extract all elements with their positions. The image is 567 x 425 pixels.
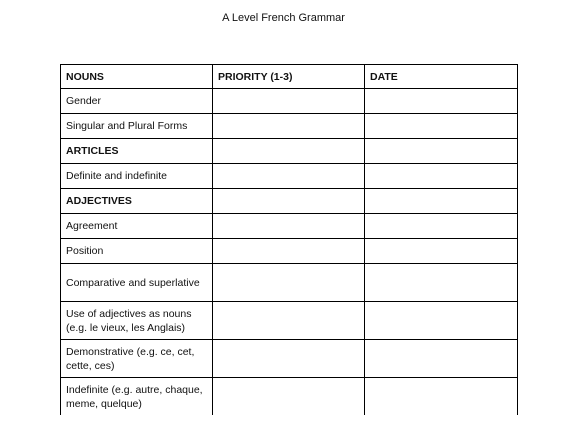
table-row (61, 264, 518, 302)
table-row (61, 239, 518, 264)
date-cell[interactable] (365, 378, 518, 416)
date-cell[interactable] (365, 89, 518, 114)
date-cell[interactable] (365, 114, 518, 139)
date-cell[interactable] (365, 340, 518, 378)
table-row (61, 114, 518, 139)
header-date: DATE (365, 65, 518, 89)
priority-cell[interactable] (213, 302, 365, 340)
table-row (61, 89, 518, 114)
header-priority: PRIORITY (1-3) (213, 65, 365, 89)
date-cell[interactable] (365, 239, 518, 264)
row-label: Gender (61, 89, 213, 114)
date-cell[interactable] (365, 302, 518, 340)
priority-cell[interactable] (213, 164, 365, 189)
section-row (61, 189, 518, 214)
table-row (61, 214, 518, 239)
priority-cell[interactable] (213, 264, 365, 302)
priority-cell[interactable] (213, 340, 365, 378)
row-label: Demonstrative (e.g. ce, cet, cette, ces) (61, 340, 213, 378)
header-row (61, 65, 518, 89)
section-heading: ARTICLES (61, 139, 213, 164)
row-label: Comparative and superlative (61, 264, 213, 302)
section-row (61, 139, 518, 164)
priority-cell[interactable] (213, 189, 365, 214)
header-nouns: NOUNS (61, 65, 213, 89)
row-label: Agreement (61, 214, 213, 239)
table-row (61, 164, 518, 189)
priority-cell[interactable] (213, 114, 365, 139)
row-label: Use of adjectives as nouns (e.g. le vieux, les Anglais) (61, 302, 213, 340)
date-cell[interactable] (365, 164, 518, 189)
date-cell[interactable] (365, 264, 518, 302)
row-label: Indefinite (e.g. autre, chaque, meme, quelque) (61, 378, 213, 416)
grammar-table (60, 64, 518, 415)
priority-cell[interactable] (213, 139, 365, 164)
priority-cell[interactable] (213, 239, 365, 264)
date-cell[interactable] (365, 139, 518, 164)
table-row (61, 340, 518, 378)
priority-cell[interactable] (213, 378, 365, 416)
priority-cell[interactable] (213, 214, 365, 239)
table-row (61, 378, 518, 416)
date-cell[interactable] (365, 189, 518, 214)
document-title: A Level French Grammar (222, 12, 345, 24)
priority-cell[interactable] (213, 89, 365, 114)
row-label: Position (61, 239, 213, 264)
row-label: Definite and indefinite (61, 164, 213, 189)
section-heading: ADJECTIVES (61, 189, 213, 214)
row-label: Singular and Plural Forms (61, 114, 213, 139)
date-cell[interactable] (365, 214, 518, 239)
table-row (61, 302, 518, 340)
